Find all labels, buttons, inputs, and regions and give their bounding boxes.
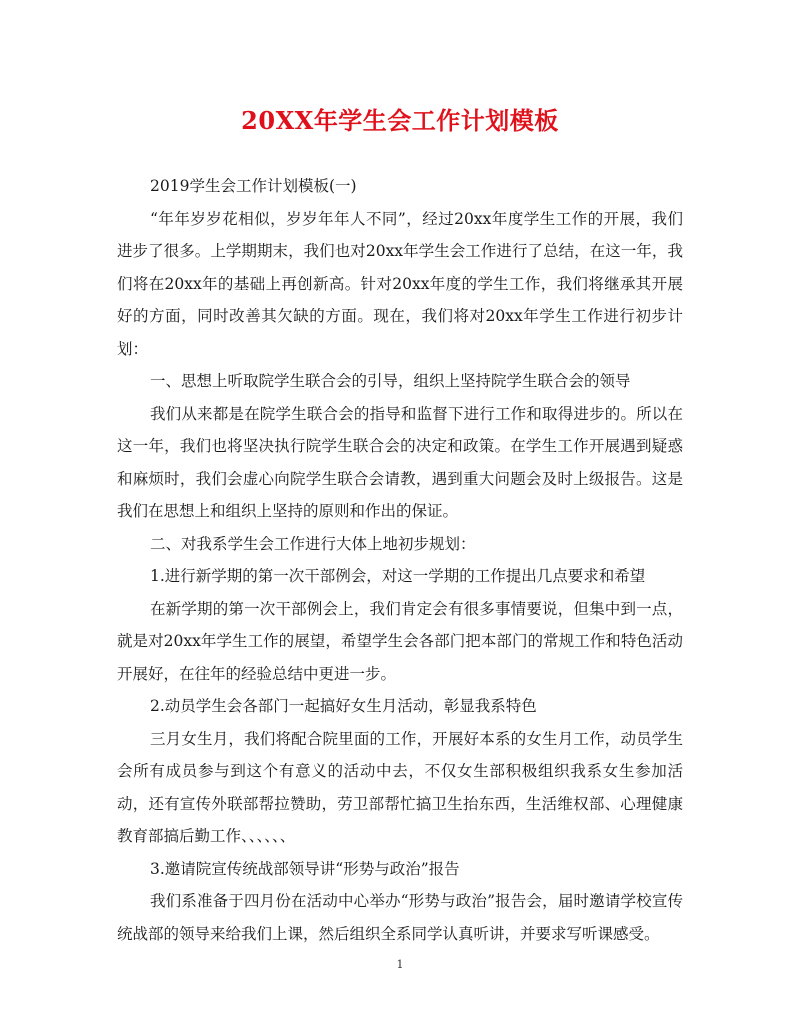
list-item-heading: 1.进行新学期的第一次干部例会，对这一学期的工作提出几点要求和希望 [150,567,646,585]
paragraph: 在新学期的第一次干部例会上，我们肯定会有很多事情要说，但集中到一点，就是对20xx年学生工作的展望，希望学生会各部门把本部门的常规工作和特色活动开展好，在往年的经验总结中更进一步。 [117,599,683,683]
list-item-heading: 2.动员学生会各部门一起搞好女生月活动，彰显我系特色 [150,697,537,715]
page-number: 1 [396,958,404,971]
paragraph: 三月女生月，我们将配合院里面的工作，开展好本系的女生月工作，动员学生会所有成员参与到这个有意义的活动中去，不仅女生部积极组织我系女生参加活动，还有宣传外联部帮拉赞助，劳卫部帮忙搞卫生抬东西，生活维权部、心理健康教育部搞后勤工作、、、、、、 [117,729,683,845]
paragraph: 我们从来都是在院学生联合会的指导和监督下进行工作和取得进步的。所以在这一年，我们也将坚决执行院学生联合会的决定和政策。在学生工作开展遇到疑惑和麻烦时，我们会虚心向院学生联合会请教，遇到重大问题会及时上级报告。这是我们在思想上和组织上坚持的原则和作出的保证。 [117,404,683,520]
section-heading: 二、对我系学生会工作进行大体上地初步规划： [150,534,476,553]
document-title: 20XX年学生会工作计划模板 [241,106,559,135]
section-heading: 2019学生会工作计划模板(一) [150,177,357,195]
paragraph: “年年岁岁花相似，岁岁年年人不同”，经过20xx年度学生工作的开展，我们进步了很多。上学期期末，我们也对20xx年学生会工作进行了总结，在这一年，我们将在20xx年的基础上再创新高。针对20xx年度的学生工作，我们将继承其开展好的方面，同时改善其欠缺的方面。现在，我们将对20xx年学生工作进行初步计划： [117,209,683,358]
paragraph: 我们系准备于四月份在活动中心举办“形势与政治”报告会，届时邀请学校宣传统战部的领导来给我们上课，然后组织全系同学认真听讲，并要求写听课感受。 [117,892,683,943]
document-body [117,170,683,950]
section-heading: 一、思想上听取院学生联合会的引导，组织上坚持院学生联合会的领导 [150,372,631,390]
list-item-heading: 3.邀请院宣传统战部领导讲“形势与政治”报告 [150,859,460,878]
